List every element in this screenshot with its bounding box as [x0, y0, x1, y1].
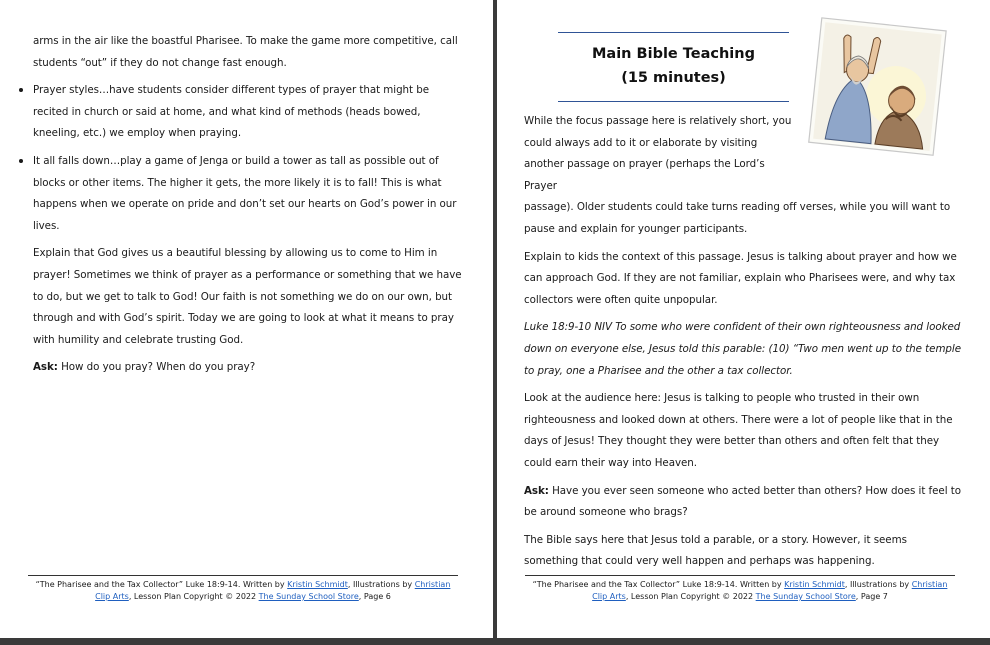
- author-link[interactable]: Kristin Schmidt: [784, 580, 845, 589]
- footer-prefix: “The Pharisee and the Tax Collector” Luke 18:9-14. Written by: [35, 580, 288, 589]
- page-right: [497, 0, 990, 638]
- bullet-it-all-falls-down: It all falls down…play a game of Jenga or build a tower as tall as possible out of blocks or other items. The higher it gets, the more likely it is to fall! This is what happens when we operate on pride and don’t set our hearts on God’s power in our lives.: [33, 151, 465, 237]
- ask-label: Ask:: [524, 484, 549, 497]
- ask-label: Ask:: [33, 361, 58, 374]
- parable-paragraph: The Bible says here that Jesus told a parable, or a story. However, it seems something that could very well happen and perhaps was happening.: [524, 533, 907, 568]
- intro-paragraph-wrapped: While the focus passage here is relatively short, you could always add to it or elaborate by visiting another passage on prayer (perhaps the Lord’s Prayer: [524, 115, 792, 192]
- illustrator-link[interactable]: Christian Clip Arts: [592, 580, 948, 601]
- page-footer: [525, 575, 955, 603]
- store-link[interactable]: The Sunday School Store: [258, 592, 359, 601]
- footer-page-number: , Page 6: [358, 592, 391, 601]
- bullet-prayer-styles: Prayer styles…have students consider different types of prayer that might be recited in church or said at home, and what kind of methods (heads bowed, kneeling, etc.) we employ when praying.: [33, 80, 465, 145]
- store-link[interactable]: The Sunday School Store: [755, 592, 856, 601]
- ask-text: Have you ever seen someone who acted better than others? How does it feel to be around someone who brags?: [524, 484, 961, 519]
- author-link[interactable]: Kristin Schmidt: [287, 580, 348, 589]
- illustrator-link[interactable]: Christian Clip Arts: [95, 580, 451, 601]
- footer-prefix: “The Pharisee and the Tax Collector” Luke 18:9-14. Written by: [532, 580, 785, 589]
- intro-paragraph-continued: passage). Older students could take turns reading off verses, while you will want to pause and explain for younger participants.: [524, 201, 951, 235]
- right-page-content: [524, 111, 964, 579]
- left-page-content: [33, 31, 465, 385]
- footer-page-number: , Page 7: [855, 592, 888, 601]
- footer-middle: , Illustrations by: [844, 580, 912, 589]
- explain-paragraph: Explain that God gives us a beautiful blessing by allowing us to come to Him in prayer! Sometimes we think of prayer as a performance or something that we have to do, but we get to talk to God! Our faith is not something we do on our own, but through and with God’s spirit. Today we are going to look at what it means to pray with humility and celebrate trusting God.: [33, 247, 462, 346]
- context-paragraph: Explain to kids the context of this passage. Jesus is talking about prayer and how we can approach God. If they are not familiar, explain who Pharisees were, and why tax collectors were often quite unpopular.: [524, 250, 957, 306]
- section-title-main: Main Bible Teaching: [592, 46, 755, 62]
- audience-paragraph: Look at the audience here: Jesus is talking to people who trusted in their own righteousness and looked down at others. There were a lot of people like that in the days of Jesus! They thought they were better than others and often felt that they could earn their way into Heaven.: [524, 392, 953, 469]
- footer-copyright: , Lesson Plan Copyright © 2022: [128, 592, 259, 601]
- page-footer: [28, 575, 458, 603]
- section-title: [558, 32, 789, 102]
- ask-text: How do you pray? When do you pray?: [57, 361, 256, 374]
- continued-bullet-text: arms in the air like the boastful Pharisee. To make the game more competitive, call students “out” if they do not change fast enough.: [33, 35, 458, 69]
- footer-middle: , Illustrations by: [347, 580, 415, 589]
- section-title-duration: (15 minutes): [621, 70, 726, 86]
- footer-copyright: , Lesson Plan Copyright © 2022: [625, 592, 756, 601]
- ask-question: [33, 357, 465, 379]
- page-left: [0, 0, 493, 638]
- ask-question: [524, 481, 964, 524]
- scripture-quote: Luke 18:9-10 NIV To some who were confident of their own righteousness and looked down on everyone else, Jesus told this parable: (10) “Two men went up to the temple to pray, one a Pharisee and the other a tax collector.: [524, 321, 962, 377]
